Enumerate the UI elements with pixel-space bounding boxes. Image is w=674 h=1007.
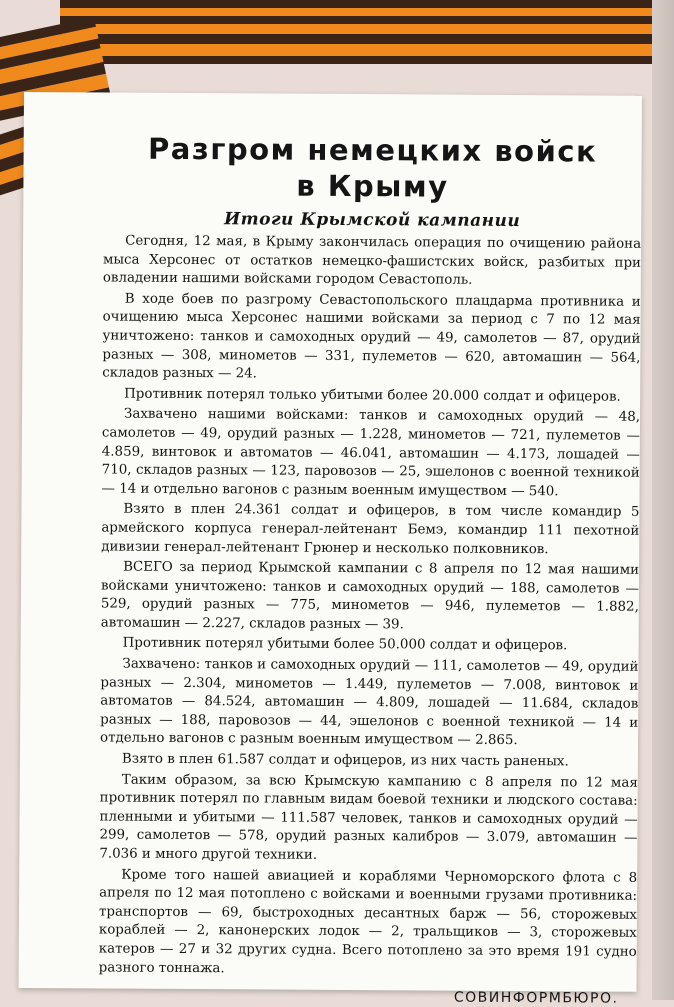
signature: СОВИНФОРМБЮРО.: [453, 989, 619, 1007]
paragraph: Взято в плен 24.361 солдат и офицеров, в том числе командир 5 армейского корпуса генерал-лейтенант Бемэ, командир 111 пехотной дивизии генерал-лейтенант Грюнер и несколько полковников.: [101, 501, 640, 557]
article-subtitle: Итоги Крымской кампании: [224, 209, 521, 232]
paragraph: ВСЕГО за период Крымской кампании с 8 апреля по 12 мая нашими войсками уничтожено: танков и самоходных орудий — 188, самолетов — 529, орудий разных — 775, минометов — 946, пулеметов — 1.882, автомашин — 2.227, складов разных — 39.: [100, 559, 640, 633]
paragraph: Таким образом, за всю Крымскую кампанию с 8 апреля по 12 мая противник потерял по главным видам боевой техники и людского состава: пленными и убитыми — 111.587 человек, танков и самоходных орудий — 299, самолетов — 578, орудий разных калибров — 3.079, автомашин — 7.036 и много другой техники.: [99, 772, 638, 863]
paragraph: Сегодня, 12 мая, в Крыму закончилась операция по очищению района мыса Херсонес от остатков немецко-фашистских войск, разбитых при овладении нашими войсками городом Севастополь.: [102, 233, 642, 288]
paragraph: Противник потерял только убитыми более 20.000 солдат и офицеров.: [124, 386, 621, 405]
paragraph: Противник потерял убитыми более 50.000 солдат и офицеров.: [122, 636, 568, 654]
leaflet-content: [98, 130, 641, 1006]
article-title: [103, 130, 641, 205]
paragraph: В ходе боев по разгрому Севастопольского плацдарма противника и очищению мыса Херсонес нашими войсками за период с 7 по 12 мая уничтожено: танков и самоходных орудий — 49, самолетов — 87, орудий разных — 308, минометов — 331, пулеметов — 620, автомашин — 564, складов разных — 24.: [102, 291, 641, 382]
paragraph: Захвачено нашими войсками: танков и самоходных орудий — 48, самолетов — 49, орудий разных — 1.228, минометов — 721, пулеметов — 4.859, винтовок и автоматов — 46.041, автомашин — 4.173, лошадей — 710, складов разных — 123, паровозов — 25, эшелонов с военной техникой — 14 и отдельно вагонов с разным военным имуществом — 540.: [101, 406, 641, 499]
paragraph: Кроме того нашей авиацией и кораблями Черноморского флота с 8 апреля по 12 мая потоплено с войсками и военными грузами противника: транспортов — 69, быстроходных десантных барж — 56, сторожевых кораблей — 2, канонерских лодок — 2, тральщиков — 3, сторожевых катеров — 27 и 32 других судна. Всего потоплено за это время 191 судно разного тоннажа.: [98, 867, 638, 976]
paragraph: Взято в плен 61.587 солдат и офицеров, из них часть раненых.: [121, 751, 569, 770]
leaflet-sheet: [19, 92, 642, 1007]
title-line-1: Разгром немецких войск: [147, 131, 598, 169]
frame-edge: [652, 0, 674, 1000]
title-line-2: в Крыму: [296, 168, 449, 204]
paragraph: Захвачено: танков и самоходных орудий — 111, самолетов — 49, орудий разных — 2.304, минометов — 1.449, пулеметов — 7.008, винтовок и автоматов — 84.524, автомашин — 4.809, лошадей — 11.684, складов разных — 188, паровозов — 44, эшелонов с военной техникой — 14 и отдельно вагонов с разным военным имуществом — 2.865.: [100, 656, 639, 749]
